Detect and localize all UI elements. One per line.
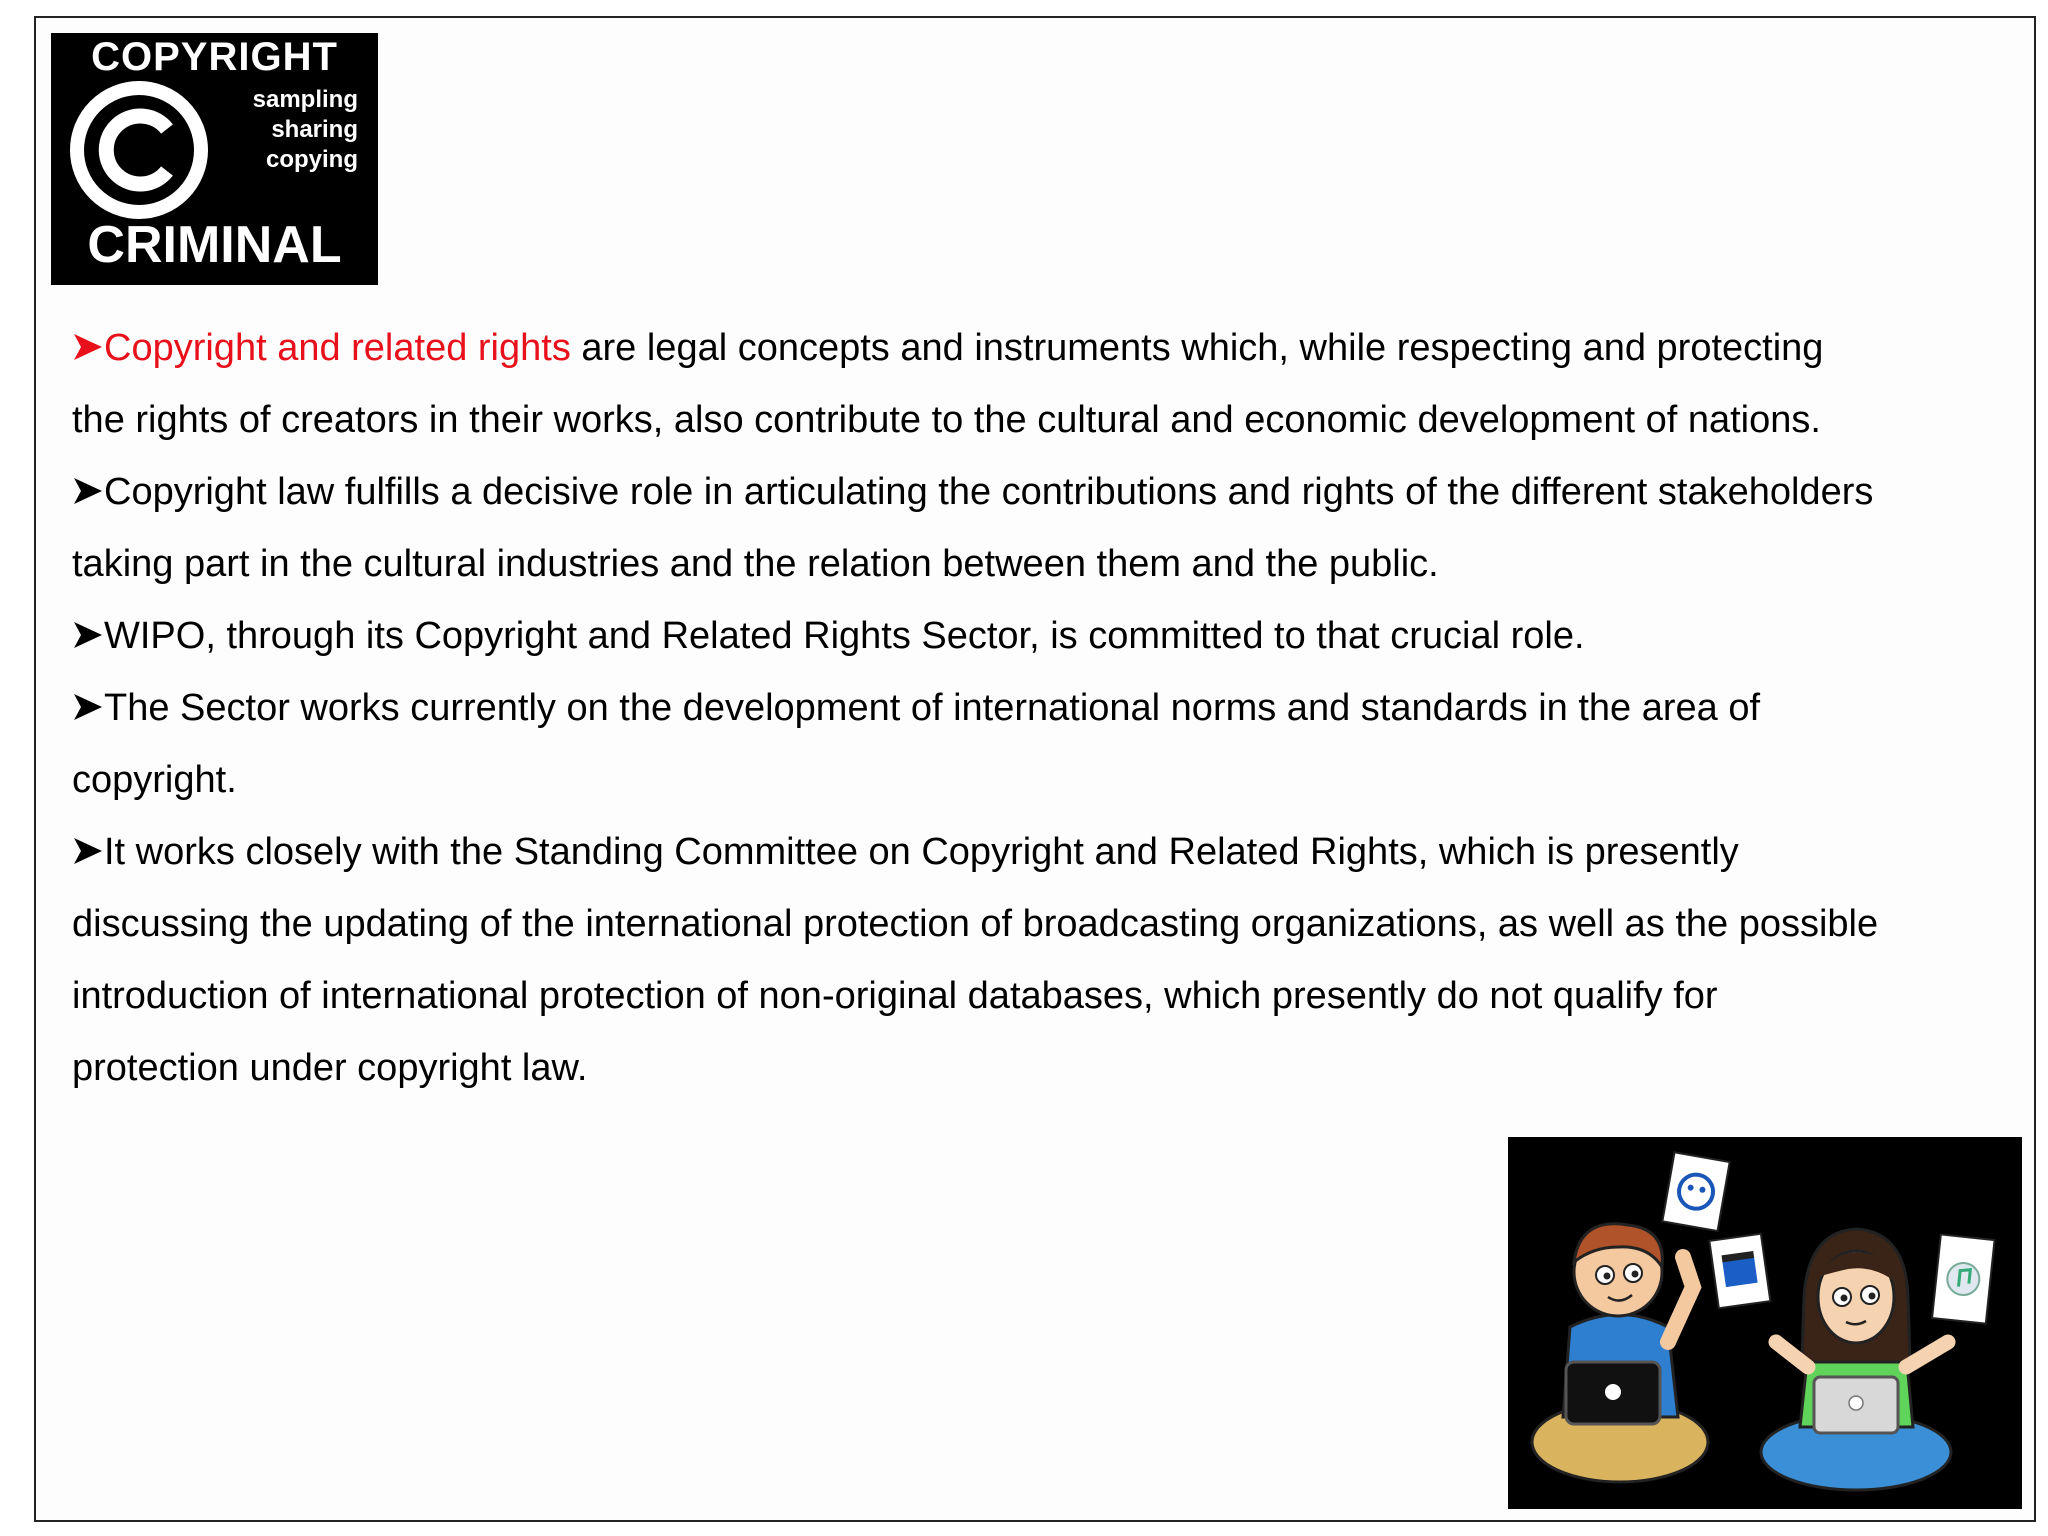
paragraph-line bbox=[72, 816, 2002, 888]
paragraph-text: The Sector works currently on the development of international norms and standards in the area of bbox=[104, 687, 1761, 729]
logo-word: sampling bbox=[252, 86, 358, 113]
arrow-bullet-icon bbox=[72, 837, 104, 865]
paragraph-line: discussing the updating of the international protection of broadcasting organizations, as well as the possible bbox=[72, 903, 1879, 945]
logo-top-text: COPYRIGHT bbox=[91, 35, 338, 79]
paragraph-line bbox=[72, 600, 2002, 672]
paragraph-text: It works closely with the Standing Committee on Copyright and Related Rights, which is presently bbox=[104, 831, 1739, 873]
logo-word: copying bbox=[265, 146, 358, 173]
paragraph-line: introduction of international protection of non-original databases, which presently do not qualify for bbox=[72, 975, 1718, 1017]
arrow-bullet-icon bbox=[72, 621, 104, 649]
copyright-icon bbox=[66, 77, 212, 223]
file-sharing-illustration bbox=[1508, 1137, 2022, 1509]
paragraph-text: WIPO, through its Copyright and Related Rights Sector, is committed to that crucial role. bbox=[104, 615, 1585, 657]
kids-sharing-media-image bbox=[1508, 1137, 2022, 1509]
arrow-bullet-icon bbox=[72, 333, 104, 361]
logo-words bbox=[253, 85, 358, 175]
paragraph-line bbox=[72, 672, 2002, 744]
paragraph-text: Copyright law fulfills a decisive role in articulating the contributions and rights of the different stakeholders bbox=[104, 471, 1874, 513]
paragraph-line: the rights of creators in their works, also contribute to the cultural and economic development of nations. bbox=[72, 399, 1821, 441]
paragraph-line: copyright. bbox=[72, 759, 237, 801]
paragraph-line: protection under copyright law. bbox=[72, 1047, 588, 1089]
paragraph-line bbox=[72, 456, 2002, 528]
highlight-phrase: Copyright and related rights bbox=[104, 327, 571, 369]
apple-icon bbox=[1605, 1384, 1621, 1400]
arrow-bullet-icon bbox=[72, 693, 104, 721]
logo-word: sharing bbox=[271, 116, 358, 143]
paragraph-text: are legal concepts and instruments which, while respecting and protecting bbox=[570, 327, 1824, 369]
paragraph-line bbox=[72, 312, 2002, 384]
copyright-criminal-logo bbox=[51, 33, 378, 285]
paragraph-line: taking part in the cultural industries and the relation between them and the public. bbox=[72, 543, 1439, 585]
body-text bbox=[72, 312, 2002, 1104]
arrow-bullet-icon bbox=[72, 477, 104, 505]
logo-bottom-text: CRIMINAL bbox=[87, 216, 342, 274]
